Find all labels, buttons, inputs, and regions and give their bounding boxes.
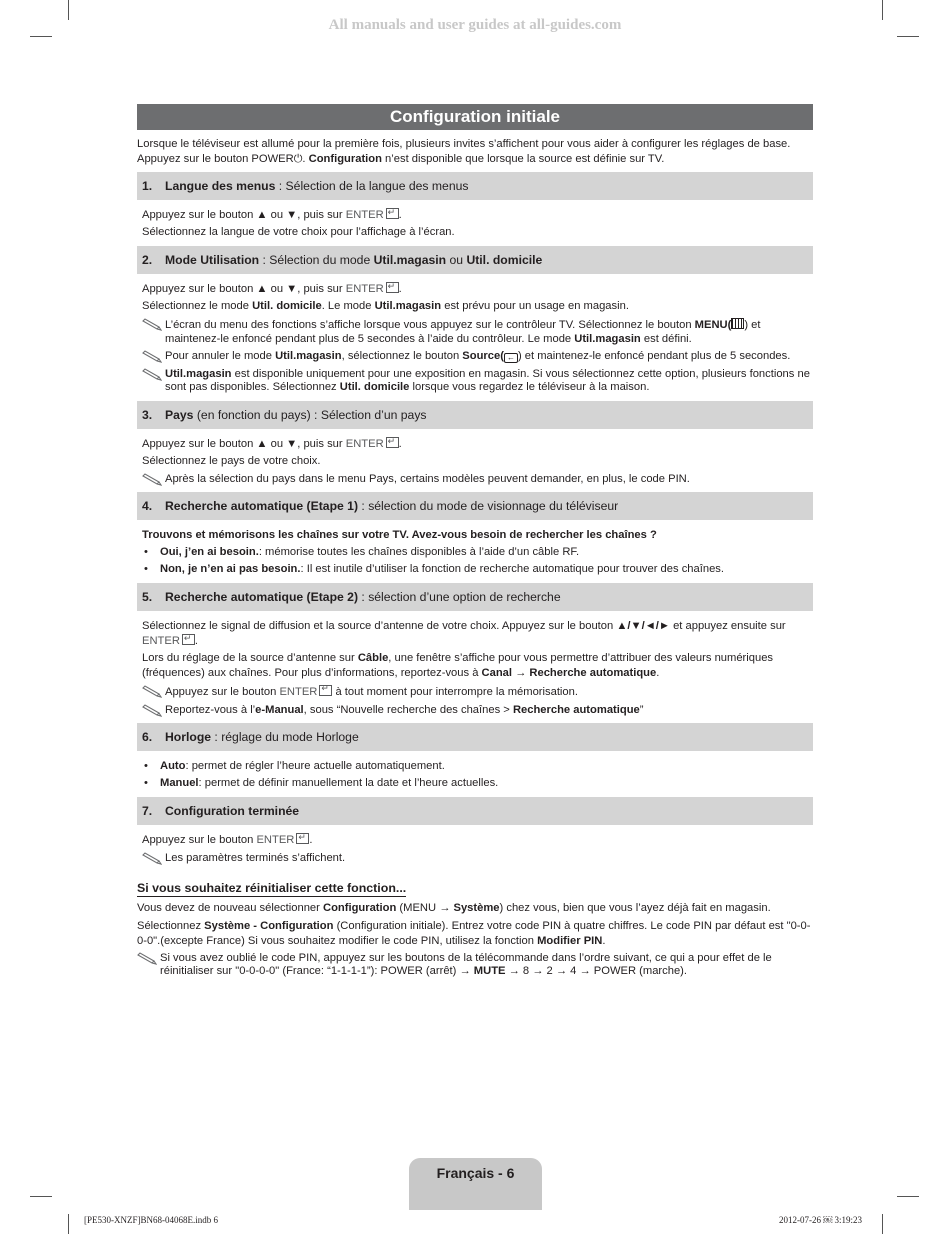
paragraph (142, 437, 813, 452)
text: → (512, 667, 530, 679)
crop-mark (897, 36, 919, 37)
reset-section (137, 869, 813, 979)
bold-text: Util.magasin (574, 332, 641, 345)
section-subtitle: : sélection d’une option de recherche (358, 590, 561, 604)
enter-icon (386, 282, 399, 293)
paragraph: Sélectionnez le pays de votre choix. (142, 454, 321, 467)
note (142, 852, 813, 866)
section-heading: Langue des menus (165, 179, 276, 193)
bullet-icon: • (144, 563, 148, 575)
intro (137, 137, 813, 166)
question-line: Trouvons et mémorisons les chaînes sur votre TV. Avez-vous besoin de rechercher les chaînes ? (142, 529, 657, 541)
bold-text: Manuel (160, 777, 199, 789)
intro-text: n’est disponible que lorsque la source est définie sur TV. (381, 152, 665, 165)
bold-text: MENU( (694, 319, 732, 331)
crop-mark (30, 36, 52, 37)
section-number: 7. (142, 804, 153, 818)
intro-text: Appuyez sur le bouton POWER (137, 152, 294, 165)
paragraph (137, 901, 813, 916)
note (137, 952, 813, 979)
page-number-tab: Français - 6 (409, 1158, 542, 1210)
text: : permet de régler l’heure actuelle automatiquement. (185, 760, 445, 772)
pencil-note-icon (137, 951, 157, 965)
paragraph (142, 282, 813, 297)
section-subtitle: : Sélection du mode (259, 253, 374, 267)
text: est prévu pour un usage en magasin. (441, 300, 629, 312)
text: . (398, 437, 402, 450)
section-header-2 (137, 246, 813, 274)
page-title: Configuration initiale (137, 104, 813, 130)
enter-icon (386, 208, 399, 219)
section-header-5 (137, 583, 813, 611)
section-header-4 (137, 492, 813, 520)
text: : mémorise toutes les chaînes disponibles à l’aide d’un câble RF. (258, 546, 580, 558)
text: Les paramètres terminés s’affichent. (165, 852, 346, 864)
text: L’écran du menu des fonctions s’affiche lorsque vous appuyez sur le contrôleur TV. Sélectionnez le bouton (165, 319, 695, 331)
bullet-icon: • (144, 546, 148, 558)
section-header-6 (137, 723, 813, 751)
section-subtitle: : Sélection de la langue des menus (275, 179, 469, 193)
section-header-7 (137, 797, 813, 825)
bold-text: Configuration (322, 901, 397, 914)
section-body-4 (137, 528, 813, 577)
list-item (142, 545, 813, 560)
pencil-note-icon (142, 317, 162, 331)
bold-text: Util.magasin (275, 350, 342, 362)
text: : Il est inutile d’utiliser la fonction de recherche automatique pour trouver des chaînes. (300, 563, 724, 575)
text: et appuyez ensuite sur (669, 620, 786, 632)
crop-mark (30, 1196, 52, 1197)
bold-text: Auto (160, 760, 186, 772)
pencil-note-icon (142, 367, 162, 381)
intro-text: . (302, 152, 309, 165)
note (142, 704, 813, 718)
text: : permet de définir manuellement la date et l’heure actuelles. (198, 777, 499, 789)
enter-button-label: ENTER (345, 437, 384, 450)
reset-heading: Si vous souhaitez réinitialiser cette fonction... (137, 880, 407, 895)
bold-text: Système (453, 901, 500, 914)
enter-button-label: ENTER (256, 834, 295, 846)
section-number: 4. (142, 499, 153, 513)
text: Appuyez sur le bouton ▲ ou ▼, puis sur (142, 283, 346, 295)
bold-text: Source( (462, 350, 504, 362)
section-header-1 (137, 172, 813, 200)
bold-text: Util.magasin (165, 367, 232, 380)
section-header-3 (137, 401, 813, 429)
text: Reportez-vous à l’ (165, 703, 256, 716)
text: (Configuration initiale). Entrez votre code PIN à quatre chiffres. Le code PIN par défaut est "0-0-0-0".(excepte France) Si vous souhaitez modifier le code PIN, utilisez la fonction (137, 919, 811, 947)
bold-text: Util.magasin (374, 300, 442, 312)
enter-icon (182, 634, 195, 645)
crop-mark (882, 1214, 883, 1234)
paragraph (142, 833, 813, 848)
section-number: 3. (142, 407, 153, 422)
watermark: All manuals and user guides at all-guides.com (328, 17, 622, 33)
text: Si vous avez oublié le code PIN, appuyez sur les boutons de la télécommande dans l’ordre suivant, ce qui a pour effet de le réinitialiser sur "0-0-0-0" (France: “1-1-1-1”): POWER (arrêt) → (160, 951, 772, 977)
section-subtitle: : réglage du mode Horloge (211, 730, 359, 744)
text: Pour annuler le mode (165, 350, 276, 362)
intro-line-2 (137, 152, 813, 167)
enter-button-label: ENTER (345, 283, 384, 295)
text: Lors du réglage de la source d’antenne sur (142, 652, 358, 664)
text: à tout moment pour interrompre la mémorisation. (332, 686, 578, 698)
bullet-icon: • (144, 777, 148, 789)
section-subtitle: (en fonction du pays) : Sélection d’un pays (193, 407, 427, 422)
paragraph (142, 619, 813, 649)
section-body-5 (137, 619, 813, 717)
enter-button-label: ENTER (345, 209, 384, 221)
arrow-keys: ▲/▼/◄/► (616, 620, 670, 632)
paragraph (142, 651, 813, 681)
bold-text: Recherche automatique (529, 667, 657, 679)
text: . Le mode (321, 300, 375, 312)
bullet-icon: • (144, 760, 148, 772)
text: est défini. (640, 332, 692, 345)
bold-text: Canal (481, 667, 512, 679)
note (142, 473, 813, 487)
text: . (398, 209, 402, 221)
text: , sélectionnez le bouton (341, 350, 463, 362)
text: ” (639, 703, 644, 716)
text: , une fenêtre s’affiche pour vous permettre d’attribuer des valeurs numériques (fréquences) aux chaînes. Pour plus d’informations, reportez-vous à (142, 652, 774, 679)
enter-button-label: ENTER (279, 686, 318, 698)
page-content (137, 104, 813, 982)
pencil-note-icon (142, 472, 162, 486)
section-body-3 (137, 437, 813, 487)
text: → 8 → 2 → 4 → POWER (marche). (505, 965, 688, 977)
section-heading: Horloge (165, 730, 212, 744)
enter-icon (319, 685, 332, 696)
text: . (309, 834, 313, 846)
list-item (142, 776, 813, 791)
section-number: 6. (142, 730, 153, 744)
section-heading: Configuration terminée (165, 804, 300, 818)
paragraph: Sélectionnez la langue de votre choix pour l’affichage à l’écran. (142, 226, 455, 238)
text: lorsque vous regardez le téléviseur à la maison. (409, 381, 650, 393)
section-subtitle-bold: Util. domicile (466, 253, 543, 267)
bold-text: Util. domicile (339, 381, 410, 393)
list-item (142, 562, 813, 577)
note (142, 318, 813, 346)
text: . (194, 635, 199, 647)
text: ) et maintenez-le enfoncé pendant plus de 5 secondes. (517, 350, 791, 362)
section-heading: Recherche automatique (Etape 1) (165, 499, 359, 513)
section-subtitle: : sélection du mode de visionnage du téléviseur (358, 499, 619, 513)
crop-mark (897, 1196, 919, 1197)
section-body-2 (137, 282, 813, 395)
note (142, 350, 813, 364)
bold-text: Câble (357, 652, 389, 664)
section-heading: Pays (165, 407, 194, 422)
footer-file-info: [PE530-XNZF]BN68-04068E.indb 6 (84, 1215, 218, 1225)
footer-timestamp: 2012-07-26 ￼ 3:19:23 (779, 1215, 862, 1225)
section-number: 2. (142, 253, 153, 267)
text: Vous devez de nouveau sélectionner (137, 901, 323, 914)
text: Sélectionnez le signal de diffusion et la source d’antenne de votre choix. Appuyez sur le bouton (142, 620, 617, 632)
section-subtitle: ou (446, 253, 467, 267)
source-icon: ← (504, 353, 518, 363)
intro-line-1: Lorsque le téléviseur est allumé pour la première fois, plusieurs invites s’affichent pour vous aider à configurer les réglages de base. (137, 138, 791, 150)
bold-text: MUTE (473, 965, 506, 977)
section-body-1 (137, 208, 813, 240)
pencil-note-icon (142, 703, 162, 717)
paragraph (137, 919, 813, 949)
text: Sélectionnez (137, 919, 205, 932)
text: . (398, 283, 402, 295)
text: (MENU → (396, 901, 454, 914)
bold-text: e-Manual (255, 703, 304, 716)
note (142, 685, 813, 700)
text: Après la sélection du pays dans le menu Pays, certains modèles peuvent demander, en plus, le code PIN. (165, 472, 690, 485)
section-heading: Recherche automatique (Etape 2) (165, 590, 359, 604)
intro-bold: Configuration (308, 152, 382, 165)
text: ) et maintenez-le enfoncé pendant plus de 5 secondes à l’aide du contrôleur. Le mode (165, 319, 761, 345)
note (142, 368, 813, 395)
section-body-7 (137, 833, 813, 866)
section-number: 5. (142, 590, 153, 604)
bold-text: Modifier PIN (537, 934, 603, 947)
crop-mark (68, 1214, 69, 1234)
pencil-note-icon (142, 684, 162, 698)
text: Appuyez sur le bouton ▲ ou ▼, puis sur (142, 209, 346, 221)
pencil-note-icon (142, 851, 162, 865)
bold-text: Non, je n’en ai pas besoin. (160, 563, 301, 575)
enter-icon (296, 833, 309, 844)
bold-text: Util. domicile (252, 300, 322, 312)
text: ) chez vous, bien que vous l’ayez déjà fait en magasin. (499, 901, 771, 914)
section-number: 1. (142, 179, 153, 193)
text: . (602, 934, 606, 947)
text: Appuyez sur le bouton ▲ ou ▼, puis sur (142, 437, 346, 450)
enter-icon (386, 437, 399, 448)
power-icon: ⏻ (293, 152, 303, 165)
text: Sélectionnez le mode (142, 300, 253, 312)
text: . (656, 667, 660, 679)
text: est disponible uniquement pour une exposition en magasin. Si vous sélectionnez cette option, plusieurs fonctions ne sont pas disponibles. Sélectionnez (165, 367, 810, 393)
paragraph (142, 208, 813, 223)
section-subtitle-bold: Util.magasin (373, 253, 447, 267)
menu-icon (731, 318, 744, 329)
bold-text: Oui, j’en ai besoin. (160, 546, 259, 558)
paragraph (142, 299, 813, 314)
bold-text: Système - Configuration (204, 919, 334, 932)
text: Appuyez sur le bouton (142, 834, 257, 846)
pencil-note-icon (142, 349, 162, 363)
bold-text: Recherche automatique (512, 703, 640, 716)
enter-button-label: ENTER (142, 635, 180, 647)
text: , sous “Nouvelle recherche des chaînes > (303, 703, 513, 716)
section-heading: Mode Utilisation (165, 253, 260, 267)
text: Appuyez sur le bouton (165, 686, 280, 698)
section-body-6 (137, 759, 813, 791)
list-item (142, 759, 813, 774)
